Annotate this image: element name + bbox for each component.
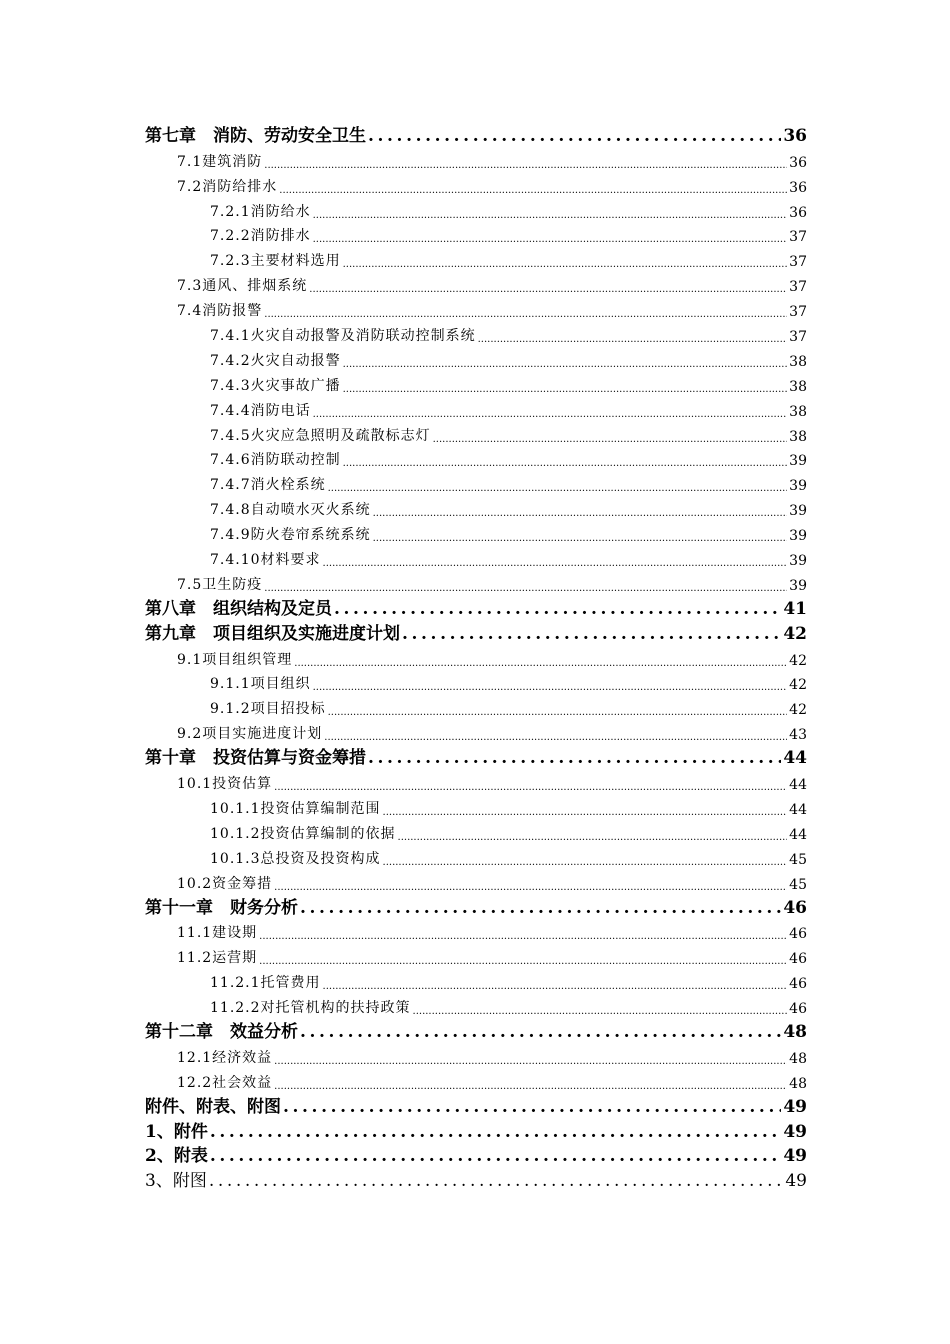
dot-leader: [264, 160, 787, 173]
toc-entry-page-number: 44: [789, 801, 807, 818]
dot-leader: [323, 558, 788, 571]
toc-entry-title: 7.4消防报警: [177, 303, 263, 320]
toc-entry-page-number: 46: [783, 897, 807, 918]
toc-entry-page-number: 37: [789, 254, 807, 271]
toc-entry-page-number: 46: [789, 926, 807, 943]
toc-entry[interactable]: [145, 621, 807, 646]
toc-entry-title: 10.1投资估算: [177, 776, 273, 793]
toc-entry-title: 7.2.2消防排水: [210, 228, 311, 245]
toc-entry-title: 12.1经济效益: [177, 1049, 273, 1066]
toc-entry-title: 第七章 消防、劳动安全卫生: [145, 125, 366, 146]
dot-leader: [343, 458, 788, 471]
toc-entry-page-number: 48: [789, 1050, 807, 1067]
toc-entry[interactable]: [210, 447, 807, 472]
toc-entry-title: 7.3通风、排烟系统: [177, 278, 308, 295]
toc-entry-title: 11.1建设期: [177, 925, 258, 942]
dot-leader: [328, 707, 788, 720]
toc-entry-page-number: 44: [783, 748, 807, 769]
toc-entry[interactable]: [177, 770, 807, 795]
toc-entry-title: 7.2.3主要材料选用: [210, 253, 341, 270]
toc-entry-title: 7.5卫生防疫: [177, 576, 263, 593]
toc-entry[interactable]: [210, 223, 807, 248]
dot-leader: [402, 624, 781, 646]
toc-entry[interactable]: [210, 397, 807, 422]
toc-entry-page-number: 38: [789, 353, 807, 370]
dot-leader: [398, 832, 788, 845]
toc-entry-page-number: 39: [789, 553, 807, 570]
dot-leader: [259, 931, 787, 944]
toc-entry[interactable]: [210, 247, 807, 272]
dot-leader: [383, 857, 788, 870]
toc-entry[interactable]: [210, 322, 807, 347]
dot-leader: [209, 1171, 784, 1193]
dot-leader: [294, 658, 787, 671]
toc-entry-title: 7.4.3火灾事故广播: [210, 377, 341, 394]
dot-leader: [300, 1022, 781, 1044]
toc-entry[interactable]: [177, 571, 807, 596]
toc-entry[interactable]: [145, 1019, 807, 1044]
table-of-contents: [0, 123, 950, 1193]
toc-entry-title: 9.1.2项目招投标: [210, 701, 326, 718]
dot-leader: [283, 1097, 781, 1119]
toc-entry-page-number: 48: [789, 1075, 807, 1092]
dot-leader: [210, 1146, 781, 1168]
toc-entry-title: 7.4.6消防联动控制: [210, 452, 341, 469]
toc-entry[interactable]: [177, 646, 807, 671]
toc-entry-page-number: 45: [789, 876, 807, 893]
dot-leader: [313, 682, 788, 695]
dot-leader: [373, 533, 788, 546]
toc-entry[interactable]: [177, 1069, 807, 1094]
toc-entry[interactable]: [210, 845, 807, 870]
dot-leader: [433, 434, 788, 447]
toc-entry-page-number: 39: [789, 528, 807, 545]
toc-entry[interactable]: [210, 695, 807, 720]
toc-entry[interactable]: [210, 820, 807, 845]
toc-entry[interactable]: [210, 671, 807, 696]
toc-entry[interactable]: [210, 546, 807, 571]
toc-entry[interactable]: [210, 521, 807, 546]
toc-entry-title: 9.2项目实施进度计划: [177, 726, 323, 743]
dot-leader: [274, 1056, 787, 1069]
toc-entry-page-number: 46: [789, 951, 807, 968]
toc-entry-title: 第八章 组织结构及定员: [145, 598, 332, 619]
toc-entry[interactable]: [210, 372, 807, 397]
dot-leader: [313, 210, 788, 223]
dot-leader: [324, 732, 787, 745]
toc-entry[interactable]: [210, 471, 807, 496]
dot-leader: [274, 1081, 787, 1094]
toc-entry-page-number: 38: [789, 428, 807, 445]
dot-leader: [259, 956, 787, 969]
toc-entry[interactable]: [177, 272, 807, 297]
toc-entry-title: 第十章 投资估算与资金筹措: [145, 748, 366, 769]
dot-leader: [328, 483, 788, 496]
toc-entry[interactable]: [210, 795, 807, 820]
toc-entry-title: 7.4.7消火栓系统: [210, 477, 326, 494]
toc-entry[interactable]: [177, 944, 807, 969]
toc-entry-title: 第十二章 效益分析: [145, 1021, 298, 1042]
toc-entry-page-number: 44: [789, 826, 807, 843]
toc-entry-page-number: 41: [783, 598, 807, 619]
toc-entry-page-number: 36: [783, 125, 807, 146]
toc-entry[interactable]: [177, 1044, 807, 1069]
toc-entry[interactable]: [145, 745, 807, 770]
toc-entry[interactable]: [210, 496, 807, 521]
dot-leader: [274, 882, 787, 895]
dot-leader: [264, 309, 787, 322]
dot-leader: [343, 384, 788, 397]
dot-leader: [279, 185, 787, 198]
dot-leader: [313, 234, 788, 247]
toc-entry-title: 3、附图: [145, 1171, 207, 1192]
toc-entry-title: 7.4.4消防电话: [210, 402, 311, 419]
toc-entry-page-number: 49: [783, 1146, 807, 1167]
toc-entry-page-number: 37: [789, 329, 807, 346]
toc-entry[interactable]: [145, 1119, 807, 1144]
dot-leader: [343, 359, 788, 372]
toc-entry[interactable]: [177, 920, 807, 945]
toc-entry-title: 第九章 项目组织及实施进度计划: [145, 623, 400, 644]
toc-entry-title: 10.1.1投资估算编制范围: [210, 800, 381, 817]
toc-entry[interactable]: [177, 173, 807, 198]
toc-entry-title: 10.1.3总投资及投资构成: [210, 850, 381, 867]
toc-entry[interactable]: [210, 969, 807, 994]
toc-entry-title: 10.1.2投资估算编制的依据: [210, 825, 396, 842]
toc-entry-title: 7.2.1消防给水: [210, 203, 311, 220]
toc-entry-page-number: 48: [783, 1021, 807, 1042]
toc-entry-page-number: 49: [785, 1171, 807, 1192]
dot-leader: [368, 748, 781, 770]
dot-leader: [413, 1006, 788, 1019]
toc-entry[interactable]: [177, 148, 807, 173]
dot-leader: [383, 807, 788, 820]
toc-entry-page-number: 49: [783, 1096, 807, 1117]
toc-entry[interactable]: [210, 347, 807, 372]
toc-entry-page-number: 45: [789, 851, 807, 868]
toc-entry-page-number: 37: [789, 304, 807, 321]
toc-entry[interactable]: [210, 994, 807, 1019]
toc-entry-title: 11.2.2对托管机构的扶持政策: [210, 1000, 411, 1017]
toc-entry-page-number: 42: [789, 652, 807, 669]
toc-entry[interactable]: [145, 1094, 807, 1119]
toc-entry[interactable]: [145, 596, 807, 621]
toc-entry[interactable]: [145, 1144, 807, 1169]
toc-entry[interactable]: [210, 198, 807, 223]
toc-entry-title: 11.2运营期: [177, 950, 258, 967]
dot-leader: [478, 334, 788, 347]
dot-leader: [300, 898, 781, 920]
toc-entry-page-number: 37: [789, 279, 807, 296]
toc-entry[interactable]: [145, 123, 807, 148]
toc-entry-title: 7.1建筑消防: [177, 153, 263, 170]
toc-entry[interactable]: [177, 870, 807, 895]
dot-leader: [323, 981, 788, 994]
toc-entry-page-number: 46: [789, 976, 807, 993]
toc-entry-page-number: 38: [789, 378, 807, 395]
toc-entry-page-number: 37: [789, 229, 807, 246]
toc-entry-title: 9.1项目组织管理: [177, 651, 293, 668]
toc-entry-title: 附件、附表、附图: [145, 1096, 281, 1117]
dot-leader: [264, 583, 787, 596]
toc-entry-page-number: 42: [789, 702, 807, 719]
toc-entry-title: 2、附表: [145, 1146, 208, 1167]
toc-entry-page-number: 42: [789, 677, 807, 694]
toc-entry-title: 7.4.2火灾自动报警: [210, 352, 341, 369]
dot-leader: [334, 599, 781, 621]
toc-entry-title: 第十一章 财务分析: [145, 897, 298, 918]
toc-entry-page-number: 36: [789, 179, 807, 196]
toc-entry[interactable]: [145, 895, 807, 920]
toc-entry-page-number: 44: [789, 777, 807, 794]
toc-entry-page-number: 38: [789, 403, 807, 420]
toc-entry-page-number: 39: [789, 503, 807, 520]
toc-entry-title: 11.2.1托管费用: [210, 975, 321, 992]
toc-entry-page-number: 39: [789, 478, 807, 495]
dot-leader: [210, 1122, 781, 1144]
toc-entry-page-number: 42: [783, 623, 807, 644]
toc-entry-title: 7.2消防给排水: [177, 178, 278, 195]
dot-leader: [274, 782, 787, 795]
toc-entry[interactable]: [177, 720, 807, 745]
toc-entry-page-number: 36: [789, 154, 807, 171]
toc-entry-title: 7.4.10材料要求: [210, 552, 321, 569]
toc-entry-title: 1、附件: [145, 1121, 208, 1142]
toc-entry-title: 7.4.9防火卷帘系统系统: [210, 527, 371, 544]
dot-leader: [309, 284, 787, 297]
toc-entry-title: 9.1.1项目组织: [210, 676, 311, 693]
dot-leader: [368, 126, 781, 148]
toc-entry-page-number: 36: [789, 204, 807, 221]
toc-entry[interactable]: [145, 1168, 807, 1193]
toc-entry-page-number: 43: [789, 727, 807, 744]
toc-entry[interactable]: [177, 297, 807, 322]
toc-entry-title: 7.4.8自动喷水灭火系统: [210, 502, 371, 519]
toc-entry-title: 12.2社会效益: [177, 1074, 273, 1091]
toc-entry-page-number: 39: [789, 453, 807, 470]
toc-entry-title: 7.4.5火灾应急照明及疏散标志灯: [210, 427, 431, 444]
toc-entry-title: 7.4.1火灾自动报警及消防联动控制系统: [210, 328, 476, 345]
toc-entry[interactable]: [210, 422, 807, 447]
toc-entry-page-number: 39: [789, 577, 807, 594]
dot-leader: [313, 409, 788, 422]
dot-leader: [343, 259, 788, 272]
toc-entry-page-number: 46: [789, 1001, 807, 1018]
toc-entry-title: 10.2资金筹措: [177, 875, 273, 892]
toc-entry-page-number: 49: [783, 1121, 807, 1142]
dot-leader: [373, 508, 788, 521]
